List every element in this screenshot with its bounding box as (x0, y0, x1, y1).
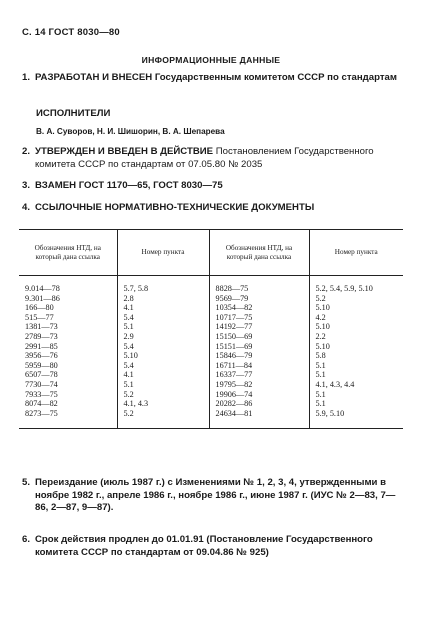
clause-number-cell: 2.2 (309, 332, 403, 342)
clause-number-cell: 4.2 (309, 313, 403, 323)
section-number: 5. (22, 477, 31, 488)
clause-number-cell: 5.9, 5.10 (309, 409, 403, 429)
ntd-designation-cell: 5959—80 (25, 360, 58, 370)
ntd-designation-cell: 20282—86 (209, 399, 309, 409)
ntd-designation-cell: 10354—82 (209, 303, 309, 313)
clause-number-cell: 5.10 (309, 303, 403, 313)
column-header: Номер пункта (117, 230, 209, 276)
section-2 (22, 146, 402, 171)
clause-number-cell: 5.7, 5.8 (117, 276, 209, 294)
ntd-designation-cell: 7730—74 (25, 379, 58, 389)
ntd-designation-cell: 8074—82 (25, 399, 58, 409)
section-text: ВЗАМЕН ГОСТ 1170—65, ГОСТ 8030—75 (35, 180, 223, 191)
clause-number-cell: 5.2, 5.4, 5.9, 5.10 (309, 276, 403, 294)
section-text: РАЗРАБОТАН И ВНЕСЕН Государственным комитетом СССР по стандартам (35, 72, 397, 83)
table-row (19, 380, 403, 390)
ntd-designation-cell: 24634—81 (209, 409, 309, 429)
table-row (19, 351, 403, 361)
clause-number-cell: 5.1 (309, 370, 403, 380)
page-header: С. 14 ГОСТ 8030—80 (22, 27, 120, 38)
clause-number-cell: 5.1 (309, 399, 403, 409)
table-row (19, 322, 403, 332)
table-row (19, 342, 403, 352)
executors-heading: ИСПОЛНИТЕЛИ (36, 108, 111, 119)
ntd-designation-cell: 6507—78 (25, 370, 58, 380)
clause-number-cell: 5.1 (117, 380, 209, 390)
section-number: 6. (22, 534, 31, 545)
clause-number-cell: 5.1 (309, 361, 403, 371)
ntd-designation-cell: 10717—75 (209, 313, 309, 323)
ntd-designation-cell: 15846—79 (209, 351, 309, 361)
clause-number-cell: 2.8 (117, 294, 209, 304)
clause-number-cell: 5.2 (117, 390, 209, 400)
clause-number-cell: 5.4 (117, 342, 209, 352)
section-1 (22, 72, 402, 85)
ntd-designation-cell: 19795—82 (209, 380, 309, 390)
ntd-designation-cell: 166—80 (25, 303, 54, 313)
table-row (19, 303, 403, 313)
clause-number-cell: 5.8 (309, 351, 403, 361)
section-4 (22, 202, 402, 215)
ntd-designation-cell: 2789—73 (25, 331, 58, 341)
ntd-designation-cell: 9.014—78 (25, 284, 60, 293)
ntd-designation-cell: 16711—84 (209, 361, 309, 371)
table-row (19, 370, 403, 380)
ntd-designation-cell: 19906—74 (209, 390, 309, 400)
clause-number-cell: 4.1, 4.3, 4.4 (309, 380, 403, 390)
clause-number-cell: 4.1, 4.3 (117, 399, 209, 409)
clause-number-cell: 5.10 (309, 342, 403, 352)
section-number: 1. (22, 72, 31, 83)
ntd-designation-cell: 7933—75 (25, 389, 58, 399)
table-row (19, 294, 403, 304)
ntd-designation-cell: 3956—76 (25, 351, 58, 361)
ntd-designation-cell: 15151—69 (209, 342, 309, 352)
section-5 (22, 477, 402, 515)
section-text-rest: Постановлением Государственного комитета СССР по стандартам от 07.05.80 № 2035 (35, 146, 374, 170)
table-row (19, 409, 403, 429)
clause-number-cell: 5.10 (309, 322, 403, 332)
ntd-designation-cell: 515—77 (25, 312, 54, 322)
clause-number-cell: 5.10 (117, 351, 209, 361)
table-header-row (19, 230, 403, 276)
clause-number-cell: 5.2 (117, 409, 209, 429)
table-row (19, 399, 403, 409)
table-row (19, 390, 403, 400)
ntd-designation-cell: 2991—85 (25, 341, 58, 351)
authors-list: В. А. Суворов, Н. И. Шишорин, В. А. Шепарева (36, 127, 225, 136)
document-title: ИНФОРМАЦИОННЫЕ ДАННЫЕ (141, 55, 281, 65)
section-6 (22, 534, 402, 559)
table-row (19, 332, 403, 342)
column-header: Обозначения НТД, на который дана ссылка (209, 230, 309, 276)
clause-number-cell: 4.1 (117, 370, 209, 380)
ntd-designation-cell: 14192—77 (209, 322, 309, 332)
ntd-designation-cell: 1381—73 (25, 322, 58, 332)
clause-number-cell: 5.1 (309, 390, 403, 400)
section-text: ССЫЛОЧНЫЕ НОРМАТИВНО-ТЕХНИЧЕСКИЕ ДОКУМЕНТЫ (35, 202, 315, 213)
table-row (19, 361, 403, 371)
clause-number-cell: 4.1 (117, 303, 209, 313)
ntd-designation-cell: 8273—75 (25, 408, 58, 418)
table-body (19, 276, 403, 429)
ntd-designation-cell: 16337—77 (209, 370, 309, 380)
clause-number-cell: 5.1 (117, 322, 209, 332)
clause-number-cell: 2.9 (117, 332, 209, 342)
ntd-designation-cell: 9569—79 (209, 294, 309, 304)
clause-number-cell: 5.4 (117, 313, 209, 323)
ntd-designation-cell: 8828—75 (209, 276, 309, 294)
section-3 (22, 180, 402, 193)
clause-number-cell: 5.2 (309, 294, 403, 304)
ntd-designation-cell: 15150—69 (209, 332, 309, 342)
section-number: 4. (22, 202, 31, 213)
table-row (19, 276, 403, 294)
section-text: Срок действия продлен до 01.01.91 (Постановление Государственного комитета СССР по стандартам от 09.04.86 № 925) (35, 534, 373, 558)
section-number: 2. (22, 146, 31, 157)
table-row (19, 313, 403, 323)
ntd-designation-cell: 9.301—86 (25, 293, 60, 303)
reference-table (19, 229, 403, 429)
section-number: 3. (22, 180, 31, 191)
section-text: Переиздание (июль 1987 г.) с Изменениями № 1, 2, 3, 4, утвержденными в ноябре 1982 г., апреле 1986 г., ноябре 1986 г., июне 1987 г. (ИУС № 2—83, 7—86, 2—87, 9—87). (35, 477, 396, 513)
column-header: Номер пункта (309, 230, 403, 276)
section-text: УТВЕРЖДЕН И ВВЕДЕН В ДЕЙСТВИЕ (35, 146, 214, 157)
clause-number-cell: 5.4 (117, 361, 209, 371)
column-header: Обозначения НТД, на который дана ссылка (19, 230, 117, 276)
